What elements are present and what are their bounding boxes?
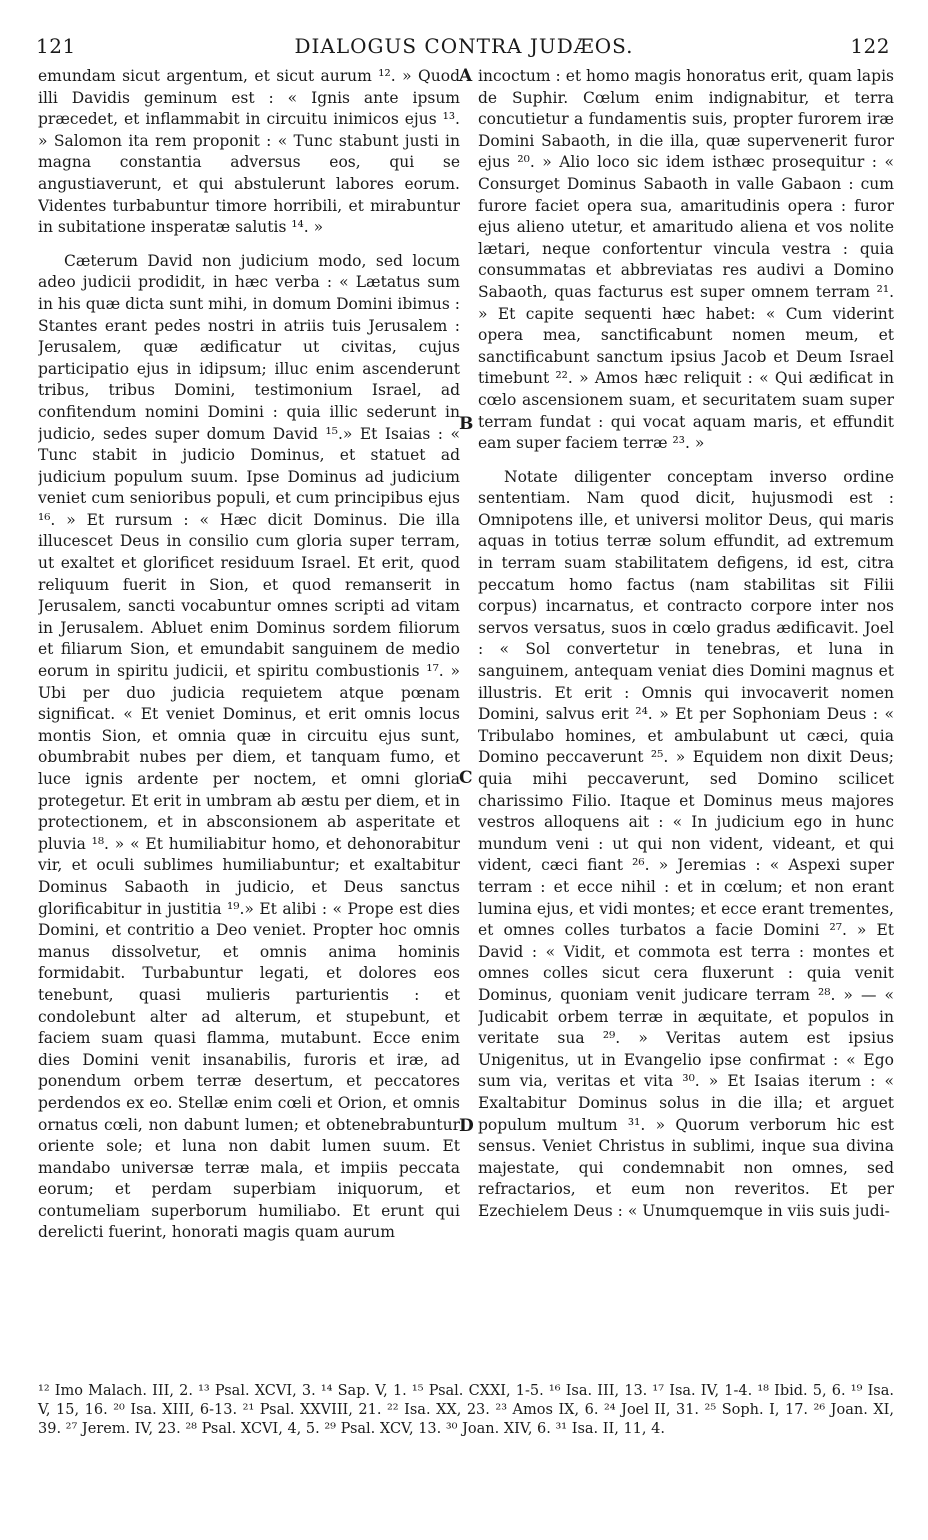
margin-marker-b: B — [459, 414, 474, 434]
left-column-number: 121 — [36, 34, 76, 58]
page-running-title: DIALOGUS CONTRA JUDÆOS. — [294, 34, 634, 58]
margin-marker-c: C — [459, 768, 473, 788]
footnotes: ¹² Imo Malach. III, 2. ¹³ Psal. XCVI, 3. ¹⁴ Sap. V, 1. ¹⁵ Psal. CXXI, 1-5. ¹⁶ Isa. III, 13. ¹⁷ Isa. IV, 1-4. ¹⁸ Ibid. 5, 6. ¹⁹ Isa. V, 15, 16. ²⁰ Isa. XIII, 6-13. ²¹ Psal. XXVIII, 21. ²² Isa. XX, 23. ²³ Amos IX, 6. ²⁴ Joel II, 31. ²⁵ Soph. I, 17. ²⁶ Joan. XI, 39. ²⁷ Jerem. IV, 23. ²⁸ Psal. XCVI, 4, 5. ²⁹ Psal. XCV, 13. ³⁰ Joan. XIV, 6. ³¹ Isa. II, 11, 4. — [38, 1383, 894, 1437]
left-text-column — [38, 66, 460, 1354]
margin-marker-d: D — [459, 1116, 474, 1136]
margin-marker-a: A — [459, 66, 473, 86]
right-text-column — [478, 66, 894, 1354]
right-paragraph-1: incoctum : et homo magis honoratus erit, quam lapis de Suphir. Cœlum enim indignabitur, et terra concutietur a fundamentis suis, propter furorem iræ Domini Sabaoth, in die illa, quæ supervenerit furor ejus ²⁰. » Alio loco sic idem isthæc prosequitur : « Consurget Dominus Sabaoth in valle Gabaon : cum furore faciet opera sua, amaritudinis opera : furor ejus alieno utetur, et amaritudo aliena et vos nolite lætari, neque confortentur vincula vestra : quia consummatas et abbreviatas res audivi a Domino Sabaoth, quas facturus est super omnem terram ²¹. » Et capite sequenti hæc habet: « Cum viderint opera mea, sanctificabunt nomen meum, et sanctificabunt sanctum ipsius Jacob et Deum Israel timebunt ²². » Amos hæc reliquit : « Qui ædificat in cœlo ascensionem suam, et securitatem suam super terram fundat : qui vocat aquam maris, et effundit eam super faciem terræ ²³. » — [478, 67, 894, 453]
left-paragraph-1: emundam sicut argentum, et sicut aurum ¹². » Quod illi Davidis geminum est : « Ignis ante ipsum præcedet, et inflammabit in circuitu inimicos ejus ¹³. » Salomon ita rem proponit : « Tunc stabunt justi in magna constantia adversus eos, qui se angustiaverunt, et qui abstulerunt labores eorum. Videntes turbabuntur timore horribili, et mirabuntur in subitatione insperatæ salutis ¹⁴. » — [38, 67, 460, 237]
left-paragraph-2: Cæterum David non judicium modo, sed locum adeo judicii prodidit, in hæc verba : « Lætatus sum in his quæ dicta sunt mihi, in domum Domini ibimus : Stantes erant pedes nostri in atriis tuis Jerusalem : Jerusalem, quæ ædificatur ut civitas, cujus participatio ejus in idipsum; illuc enim ascenderunt tribus, tribus Domini, testimonium Israel, ad confitendum nomini Domini : quia illic sederunt in judicio, sedes super domum David ¹⁵.» Et Isaias : « Tunc stabit in judicio Dominus, et statuet ad judicium populum suum. Ipse Dominus ad judicium veniet cum senioribus populi, et cum principibus ejus ¹⁶. » Et rursum : « Hæc dicit Dominus. Die illa illucescet Deus in consilio cum gloria super terram, ut exaltet et glorificet residuum Israel. Et erit, quod reliquum fuerit in Sion, et quod remanserit in Jerusalem, sancti vocabuntur omnes scripti ad vitam in Jerusalem. Abluet enim Dominus sordem filiorum et filiarum Sion, et emundabit sanguinem de medio eorum in spiritu judicii, et spiritu combustionis ¹⁷. » Ubi per duo judicia requietem atque pœnam significat. « Et veniet Dominus, et erit omnis locus montis Sion, et omnia quæ in circuitu ejus sunt, obumbrabit nubes per diem, et tanquam fumo, et luce ignis ardente per noctem, et omni gloria protegetur. Et erit in umbram ab æstu per diem, et in protectionem, et in absconsionem ab asperitate et pluvia ¹⁸. » « Et humiliabitur homo, et dehonorabitur vir, et oculi sublimes humiliabuntur; et exaltabitur Dominus Sabaoth in judicio, et Deus sanctus glorificabitur in justitia ¹⁹.» Et alibi : « Prope est dies Domini, et contritio a Deo veniet. Propter hoc omnis manus dissolvetur, et omnis anima hominis formidabit. Turbabuntur legati, et dolores eos tenebunt, quasi mulieris parturientis : et condolebunt alter ad alterum, et stupebunt, et faciem suam quasi flamma, mutabunt. Ecce enim dies Domini venit insanabilis, furoris et iræ, ad ponendum orbem terræ desertum, et peccatores perdendos ex eo. Stellæ enim cœli et Orion, et omnis ornatus cœli, non dabunt lumen; et obtenebrabuntur oriente sole; et luna non dabit lumen suum. Et mandabo universæ terræ mala, et impiis peccata eorum; et perdam superbiam iniquorum, et contumeliam superborum humiliabo. Et erunt qui derelicti fuerint, honorati magis quam aurum — [38, 251, 460, 1242]
right-paragraph-2: Notate diligenter conceptam inverso ordine sententiam. Nam quod dicit, hujusmodi est : Omnipotens ille, et universi molitor Deus, qui maris aquas in totius terræ solum effundit, ad extremum in terram suam stabilitatem defigens, id est, citra peccatum homo factus (nam stabilitas sit Filii corpus) incarnatus, et contracto corpore inter nos servos versatus, suos in cœlo gradus ædificavit. Joel : « Sol convertetur in tenebras, et luna in sanguinem, antequam veniat dies Domini magnus et illustris. Et erit : Omnis qui invocaverit nomen Domini, salvus erit ²⁴. » Et per Sophoniam Deus : « Tribulabo homines, et ambulabunt ut cæci, quia Domino peccaverunt ²⁵. » Equidem non dixit Deus; quia mihi peccaverunt, sed Domino scilicet charissimo Filio. Itaque et Dominus meus majores vestros alloquens ait : « In judicium ego in hunc mundum veni : ut qui non vident, videant, et qui vident, cæci fiant ²⁶. » Jeremias : « Aspexi super terram : et ecce nihil : et in cœlum; et non erant lumina ejus, et vidi montes; et ecce erant trementes, et omnes colles turbatos a facie Domini ²⁷. » Et David : « Vidit, et commota est terra : montes et omnes colles sicut cera fluxerunt : quia venit Dominus, quoniam venit judicare terram ²⁸. » — « Judicabit orbem terræ in æquitate, et populos in veritate sua ²⁹. » Veritas autem est ipsius Unigenitus, ut in Evangelio ipse confirmat : « Ego sum via, veritas et vita ³⁰. » Et Isaias iterum : « Exaltabitur Dominus solus in die illa; et arguet populum multum ³¹. » Quorum verborum hic est sensus. Veniet Christus in sublimi, inque sua divina majestate, qui condemnabit non omnes, sed refractarios, et eum non reveritos. Et per Ezechielem Deus : « Unumquemque in viis suis judi- — [478, 467, 894, 1220]
right-column-number: 122 — [850, 34, 890, 58]
